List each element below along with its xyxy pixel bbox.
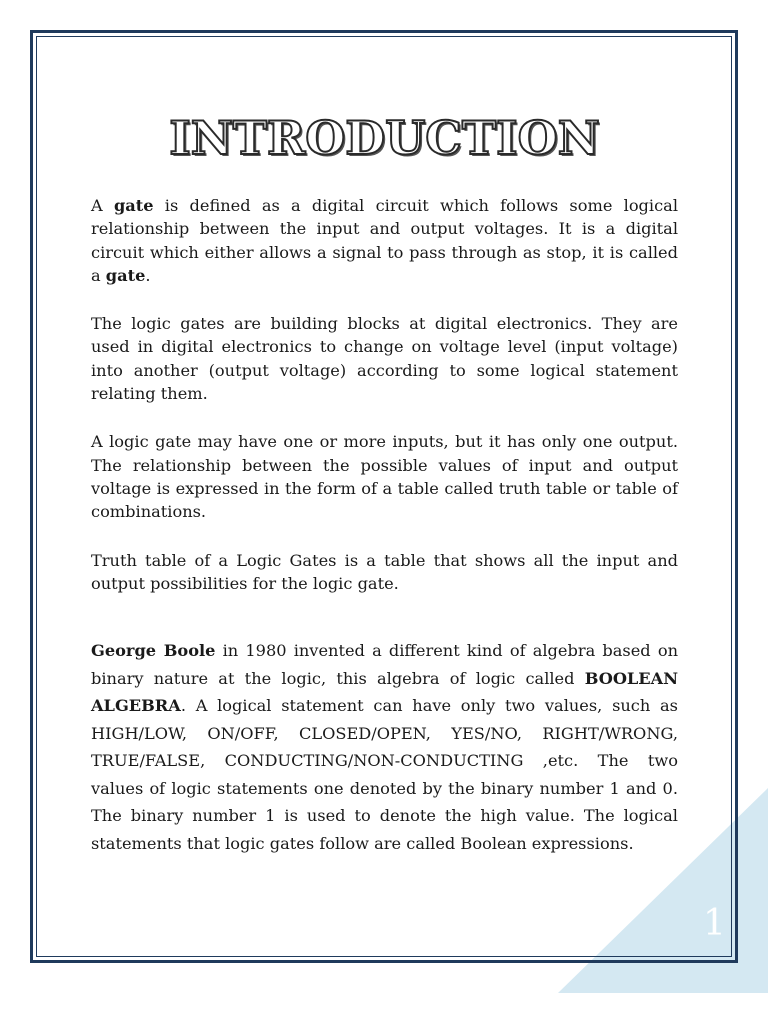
paragraph-gate-definition xyxy=(91,194,678,287)
page-number: 1 xyxy=(703,903,726,944)
text-run: in 1980 invented a different kind of algebra based on binary nature at the logic, this algebra of logic called xyxy=(91,641,678,688)
page-title: INTRODUCTION xyxy=(169,111,600,165)
bold-term-gate: gate xyxy=(105,265,146,285)
paragraph-inputs-outputs: A logic gate may have one or more inputs, but it has only one output. The relationship between the possible values of input and output voltage is expressed in the form of a table called truth table or table of combinations. xyxy=(91,432,678,522)
bold-term-gate: gate xyxy=(113,196,154,215)
text-run: . xyxy=(145,265,151,285)
bold-term-boolean-algebra: BOOLEAN ALGEBRA xyxy=(91,668,678,716)
text-run: is defined as a digital circuit which follows some logical relationship between the input and output voltages. It is a digital circuit which either allows a signal to pass through as stop, it is called a xyxy=(91,196,678,285)
text-run: A xyxy=(91,196,114,215)
paragraph-boolean-algebra xyxy=(91,637,678,857)
paragraph-building-blocks: The logic gates are building blocks at digital electronics. They are used in digital electronics to change on voltage level (input voltage) into another (output voltage) according to some logical statement relating them. xyxy=(91,314,678,404)
paragraph-truth-table: Truth table of a Logic Gates is a table that shows all the input and output possibilities for the logic gate. xyxy=(91,550,678,593)
bold-term-george-boole: George Boole xyxy=(91,641,216,661)
page-content xyxy=(91,100,678,882)
text-run: . A logical statement can have only two values, such as HIGH/LOW, ON/OFF, CLOSED/OPEN, YES/NO, RIGHT/WRONG, TRUE/FALSE, CONDUCTING/NON-CONDUCTING ,etc. The two values of logic statements one denoted by the binary number 1 and 0. The binary number 1 is used to denote the high value. The logical statements that logic gates follow are called Boolean expressions. xyxy=(91,696,678,853)
